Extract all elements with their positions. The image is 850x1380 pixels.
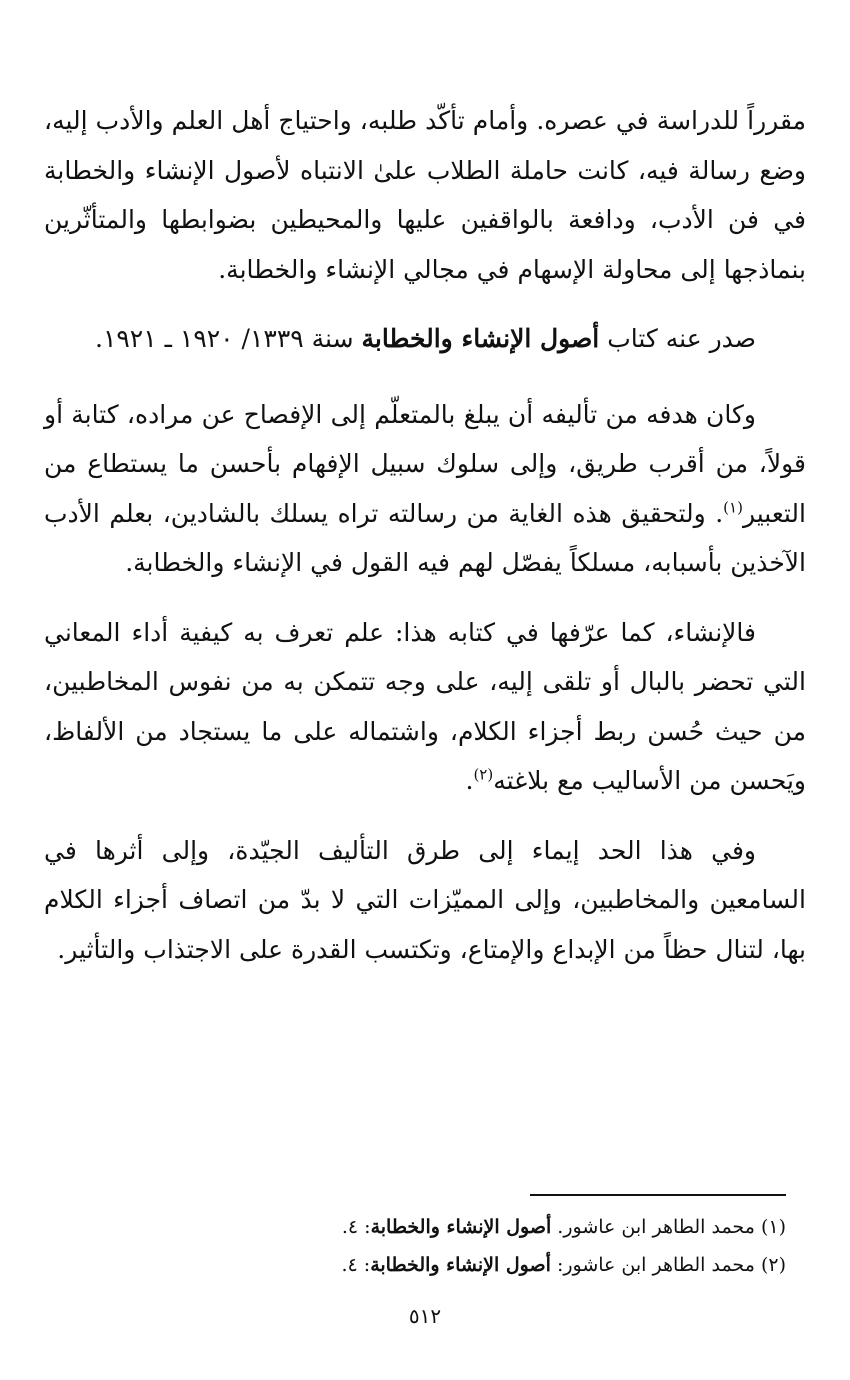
paragraph-3 xyxy=(44,390,806,588)
footnote-2-title: أصول الإنشاء والخطابة xyxy=(370,1254,551,1276)
footnote-2-number: (٢) xyxy=(760,1254,786,1276)
paragraph-3-text-end: . ولتحقيق هذه الغاية من رسالته تراه يسلك بالشادين، بعلم الأدب الآخذين بأسبابه، مسلكاً يفصّل لهم فيه القول في الإنشاء والخطابة. xyxy=(44,498,806,577)
paragraph-1-text: مقرراً للدراسة في عصره. وأمام تأكّد طلبه، واحتياج أهل العلم والأدب إليه، وضع رسالة فيه، كانت حاملة الطلاب علىٰ الانتباه لأصول الإنشاء والخطابة في فن الأدب، ودافعة بالواقفين عليها والمحيطين بضوابطها والمتأثّرين بنماذجها إلى محاولة الإسهام في مجالي الإنشاء والخطابة. xyxy=(44,106,806,284)
book-title: أصول الإنشاء والخطابة xyxy=(361,324,600,353)
paragraph-4-text-end: . xyxy=(465,766,474,795)
footnote-2 xyxy=(64,1246,786,1284)
footnote-1 xyxy=(64,1208,786,1246)
footnote-1-number: (١) xyxy=(760,1216,786,1238)
footnote-ref-1: (١) xyxy=(723,498,743,517)
footnote-2-page: : ٤. xyxy=(341,1254,371,1276)
paragraph-2-text-start: صدر عنه كتاب xyxy=(599,324,756,353)
paragraph-1 xyxy=(44,96,806,294)
paragraph-4 xyxy=(44,608,806,806)
page-number: ٥١٢ xyxy=(408,1304,442,1328)
paragraph-4-text-start: فالإنشاء، كما عرّفها في كتابه هذا: علم تعرف به كيفية أداء المعاني التي تحضر بالبال أو تلقى إليه، على وجه تتمكن به من نفوس المخاطبين، من حيث حُسن ربط أجزاء الكلام، واشتماله على ما يستجاد من الألفاظ، ويَحسن من الأساليب مع بلاغته xyxy=(44,617,806,795)
paragraph-5-text: وفي هذا الحد إيماء إلى طرق التأليف الجيّدة، وإلى أثرها في السامعين والمخاطبين، وإلى المميّزات التي لا بدّ من اتصاف أجزاء الكلام بها، لتنال حظاً من الإبداع والإمتاع، وتكتسب القدرة على الاجتذاب والتأثير. xyxy=(44,835,806,964)
footnote-1-page: : ٤. xyxy=(341,1216,371,1238)
footnote-divider xyxy=(530,1194,786,1196)
footnote-2-author: محمد الطاهر ابن عاشور: xyxy=(550,1254,755,1276)
footnote-1-author: محمد الطاهر ابن عاشور. xyxy=(551,1216,755,1238)
main-text xyxy=(44,96,806,994)
paragraph-2-text-end: سنة ١٣٣٩/ ١٩٢٠ ـ ١٩٢١. xyxy=(95,324,362,353)
paragraph-2 xyxy=(44,314,806,364)
footnote-1-title: أصول الإنشاء والخطابة xyxy=(370,1216,552,1238)
footnotes xyxy=(64,1208,786,1284)
footnote-ref-2: (٢) xyxy=(473,765,494,784)
paragraph-5 xyxy=(44,826,806,975)
paragraph-3-text-start: وكان هدفه من تأليفه أن يبلغ بالمتعلّم إلى الإفصاح عن مراده، كتابة أو قولاً، من أقرب طريق، وإلى سلوك سبيل الإفهام بأحسن ما يستطاع من التعبير xyxy=(44,399,806,528)
